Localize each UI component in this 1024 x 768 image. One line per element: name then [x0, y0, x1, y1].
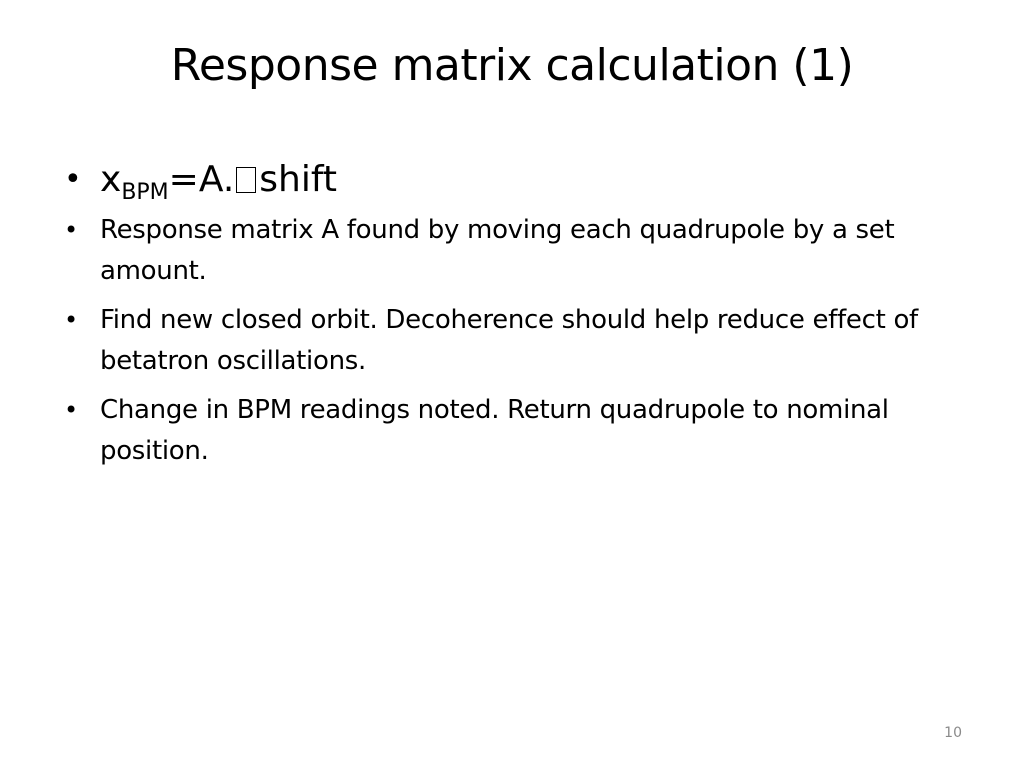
formula-rhs: shift — [259, 159, 337, 200]
bullet-marker: • — [64, 216, 78, 244]
list-item — [62, 300, 972, 382]
formula-variable: x — [100, 159, 122, 200]
list-item — [62, 390, 972, 472]
bullet-list — [62, 152, 972, 480]
bullet-marker: • — [64, 162, 82, 197]
bullet-text: Response matrix A found by moving each quadrupole by a set amount. — [100, 215, 895, 286]
missing-glyph-box-icon — [236, 167, 256, 193]
bullet-marker: • — [64, 306, 78, 334]
bullet-text: Find new closed orbit. Decoherence should help reduce effect of betatron oscillations. — [100, 305, 918, 376]
slide-title: Response matrix calculation (1) — [170, 40, 854, 91]
bullet-text: Change in BPM readings noted. Return quadrupole to nominal position. — [100, 395, 889, 466]
bullet-formula — [62, 152, 972, 208]
page-number: 10 — [944, 725, 962, 741]
formula-subscript: BPM — [121, 180, 169, 205]
formula-lhs: =A. — [168, 159, 235, 200]
bullet-marker: • — [64, 396, 78, 424]
list-item — [62, 210, 972, 292]
